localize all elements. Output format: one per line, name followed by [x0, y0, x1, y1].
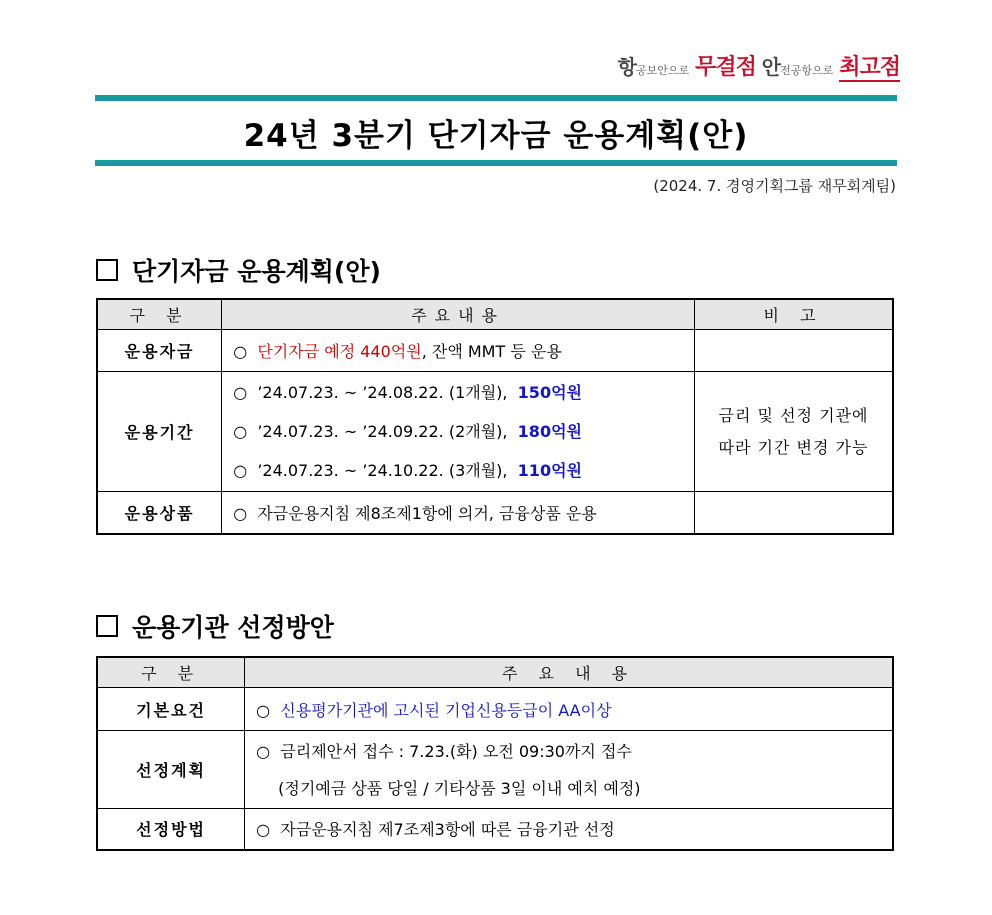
slogan-part3-small: 전공항으로 [780, 64, 834, 77]
period-text: ’24.07.23. ~ ’24.10.22. (3개월), [257, 461, 508, 480]
document-meta: (2024. 7. 경영기획그룹 재무회계팀) [653, 177, 896, 195]
table-row [97, 492, 893, 534]
slogan-part4: 최고점 [839, 54, 900, 80]
bullet-icon: ○ [256, 700, 271, 720]
table-header-row [97, 299, 893, 330]
section-heading-institution-selection [96, 608, 334, 644]
title-bar-top [95, 95, 897, 101]
row-content-basic [245, 688, 893, 731]
product-text: 자금운용지침 제8조제1항에 의거, 금융상품 운용 [257, 503, 597, 523]
row-content-plan [245, 731, 893, 809]
row-label-plan: 선정계획 [97, 731, 245, 809]
row-label-basic: 기본요건 [97, 688, 245, 731]
row-label-product: 운용상품 [97, 492, 222, 534]
section-heading-short-term-funds [96, 252, 381, 288]
period-line-2 [233, 412, 693, 451]
document-title: 24년 3분기 단기자금 운용계획(안) [243, 118, 749, 154]
period-line-1 [233, 373, 693, 412]
row-content-method [245, 809, 893, 850]
method-text: 자금운용지침 제7조제3항에 따른 금융기관 선정 [280, 820, 615, 840]
slogan [618, 50, 900, 81]
plan-line [256, 733, 891, 770]
bullet-icon: ○ [233, 422, 248, 441]
row-remarks-period [695, 372, 893, 492]
section2-heading-text: 운용기관 선정방안 [132, 613, 334, 642]
column-header-content: 주 요 내 용 [245, 657, 893, 688]
bullet-icon: ○ [233, 342, 248, 361]
slogan-part3: 안 [761, 55, 781, 79]
planned-amount-text: 단기자금 예정 440억원 [257, 342, 422, 361]
slogan-part1-small: 공보안으로 [635, 64, 690, 77]
row-content-period [222, 372, 695, 492]
bullet-icon: ○ [233, 461, 248, 480]
period-amount: 110억원 [517, 461, 582, 480]
plan-text: 금리제안서 접수 : 7.23.(화) 오전 09:30까지 접수 [280, 741, 632, 761]
period-text: ’24.07.23. ~ ’24.09.22. (2개월), [257, 422, 508, 441]
table-row [97, 809, 893, 850]
table-row [97, 372, 893, 492]
slogan-part2: 무결점 [695, 54, 756, 80]
institution-selection-table [96, 656, 894, 851]
table-row [97, 731, 893, 809]
period-amount: 180억원 [517, 422, 582, 441]
plan-sub-line: (정기예금 상품 당일 / 기타상품 3일 이내 예치 예정) [278, 778, 641, 798]
column-header-category: 구 분 [97, 657, 245, 688]
period-text: ’24.07.23. ~ ’24.08.22. (1개월), [257, 383, 508, 402]
row-label-period: 운용기간 [97, 372, 222, 492]
row-content-product [222, 492, 695, 534]
table-row [97, 688, 893, 731]
table-row [97, 330, 893, 372]
section1-heading-text: 단기자금 운용계획(안) [132, 257, 381, 286]
slogan-part1: 항 [617, 55, 636, 79]
remark-line-1: 금리 및 선정 기관에 [718, 405, 869, 425]
bullet-icon: ○ [233, 383, 248, 402]
bullet-icon: ○ [233, 503, 248, 523]
row-label-funds: 운용자금 [97, 330, 222, 372]
basic-requirement-text: 신용평가기관에 고시된 기업신용등급이 AA이상 [280, 700, 612, 720]
bullet-icon: ○ [256, 820, 271, 840]
checkbox-square-icon [96, 259, 118, 281]
column-header-category: 구 분 [97, 299, 222, 330]
row-remarks-product [695, 492, 893, 534]
remark-line-2: 따라 기간 변경 가능 [718, 437, 869, 457]
column-header-content: 주요내용 [222, 299, 695, 330]
row-remarks-funds [695, 330, 893, 372]
period-line-3 [233, 451, 693, 490]
column-header-remarks: 비 고 [695, 299, 893, 330]
title-bar-bottom [95, 160, 897, 166]
period-amount: 150억원 [517, 383, 582, 402]
row-label-method: 선정방법 [97, 809, 245, 850]
short-term-funds-table [96, 298, 894, 535]
table-header-row [97, 657, 893, 688]
bullet-icon: ○ [256, 741, 271, 761]
funds-rest-text: , 잔액 MMT 등 운용 [421, 342, 562, 361]
checkbox-square-icon [96, 615, 118, 637]
row-content-funds [222, 330, 695, 372]
